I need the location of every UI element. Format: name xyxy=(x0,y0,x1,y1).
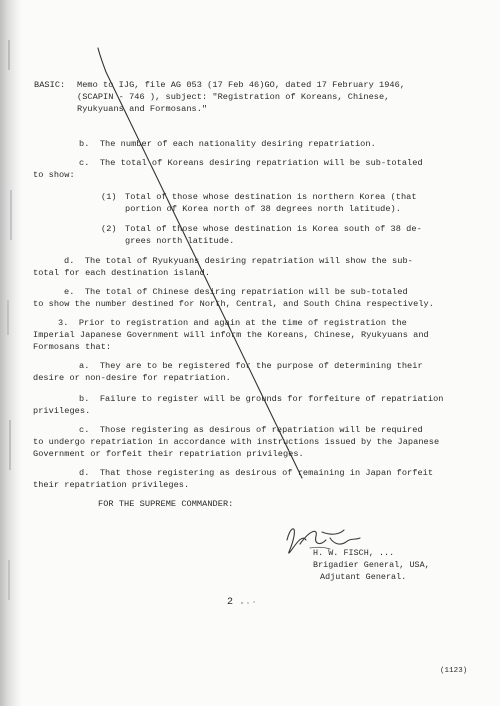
para-c-item-1-number: (1) xyxy=(101,192,117,202)
para-3-line-3: Formosans that: xyxy=(33,342,112,352)
para-c-item-1-line-2: portion of Korea north of 38 degrees north latitude). xyxy=(125,204,401,214)
para-c-item-1-line-1: Total of those whose destination is northern Korea (that xyxy=(125,192,417,202)
para-d-line-2: total for each destination island. xyxy=(33,268,211,278)
para-3a-line-1: a. They are to be registered for the purpose of determining their xyxy=(79,361,423,371)
basic-reference-line-1: Memo to IJG, file AG 053 (17 Feb 46)GO, dated 17 February 1946, xyxy=(77,80,406,90)
para-c-item-2-number: (2) xyxy=(101,224,117,234)
closing-line: FOR THE SUPREME COMMANDER: xyxy=(98,499,234,509)
para-c-line-2: to show: xyxy=(33,170,75,180)
para-3b-line-1: b. Failure to register will be grounds for forfeiture of repatriation xyxy=(79,394,444,404)
para-3d-line-2: their repatriation privileges. xyxy=(33,480,190,490)
signatory-rank: Brigadier General, USA, xyxy=(313,560,430,570)
basic-label: BASIC: xyxy=(34,80,66,90)
para-3b-line-2: privileges. xyxy=(33,406,91,416)
para-3c-line-3: Government or forfeit their repatriation privileges. xyxy=(33,449,304,459)
para-d-line-1: d. The total of Ryukyuans desiring repatriation will show the sub- xyxy=(64,256,413,266)
signatory-name: H. W. FISCH, ... xyxy=(313,548,395,558)
para-3-line-1: 3. Prior to registration and again at the time of registration the xyxy=(58,318,407,328)
para-c-item-2-line-2: grees north latitude. xyxy=(125,236,235,246)
basic-reference-line-3: Ryukyuans and Formosans." xyxy=(77,104,208,114)
para-e-line-1: e. The total of Chinese desiring repatriation will be sub-totaled xyxy=(64,287,408,297)
para-3c-line-1: c. Those registering as desirous of repatriation will be required xyxy=(79,425,423,435)
para-3c-line-2: to undergo repatriation in accordance with instructions issued by the Japanese xyxy=(33,437,440,447)
para-3d-line-1: d. That those registering as desirous of remaining in Japan forfeit xyxy=(79,468,434,478)
signatory-title: Adjutant General. xyxy=(320,572,407,582)
para-3-line-2: Imperial Japanese Government will inform the Koreans, Chinese, Ryukyuans and xyxy=(33,330,429,340)
para-e-line-2: to show the number destined for North, Central, and South China respectively. xyxy=(33,299,434,309)
basic-reference-line-2: (SCAPIN - 746 ), subject: "Registration of Koreans, Chinese, xyxy=(77,92,390,102)
para-3a-line-2: desire or non-desire for repatriation. xyxy=(33,373,231,383)
para-b-number-nationality: b. The number of each nationality desiring repatriation. xyxy=(79,139,376,149)
document-reference-number: (1123) xyxy=(440,667,468,675)
para-c-item-2-line-1: Total of those whose destination is Korea south of 38 de- xyxy=(125,224,422,234)
page-number: 2 xyxy=(227,597,234,608)
para-c-line-1: c. The total of Koreans desiring repatriation will be sub-totaled xyxy=(79,158,423,168)
